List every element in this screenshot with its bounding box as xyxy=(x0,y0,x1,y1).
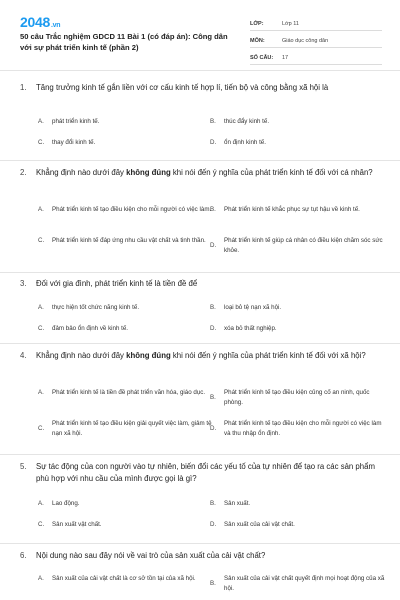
option-d[interactable]: D. Phát triển kinh tế tạo điều kiện cho mỗi người có việc làm và thu nhập ổn định. xyxy=(210,420,382,437)
question-text: Khẳng định nào dưới đây không đúng khi nói đến ý nghĩa của phát triển kinh tế đối với xã hội? xyxy=(36,351,366,360)
divider xyxy=(0,454,400,455)
question-6 xyxy=(20,550,380,562)
meta-value: 17 xyxy=(282,55,289,61)
option-a[interactable]: A. phát triển kinh tế. xyxy=(38,118,100,125)
option-d[interactable]: D. ổn định kinh tế. xyxy=(210,139,266,146)
site-logo[interactable] xyxy=(20,14,60,30)
question-4 xyxy=(20,350,380,362)
question-number: 6. xyxy=(20,551,27,560)
question-text: Đối với gia đình, phát triển kinh tế là tiền đề để xyxy=(36,279,198,288)
question-text: Khẳng định nào dưới đây không đúng khi nói đến ý nghĩa của phát triển kinh tế đối với cá nhân? xyxy=(36,168,373,177)
option-a[interactable]: A. Sản xuất của cải vật chất là cơ sở tồn tại của xã hội. xyxy=(38,575,196,582)
option-b[interactable]: B. Phát triển kinh tế tạo điều kiện củng cố an ninh, quốc phòng. xyxy=(210,389,370,406)
question-3 xyxy=(20,278,380,290)
meta-table xyxy=(250,14,382,65)
meta-value: Giáo dục công dân xyxy=(282,38,329,44)
option-a[interactable]: A. Phát triển kinh tế là tiền đề phát triển văn hóa, giáo dục. xyxy=(38,389,206,396)
question-text: Tăng trưởng kinh tế gắn liền với cơ cấu kinh tế hợp lí, tiến bộ và công bằng xã hội là xyxy=(36,83,329,92)
meta-row-subject xyxy=(250,31,382,48)
option-d[interactable]: D. Sản xuất của cải vật chất. xyxy=(210,521,295,528)
meta-label: SỐ CÂU: xyxy=(250,55,274,61)
question-5 xyxy=(20,461,380,485)
divider xyxy=(0,160,400,161)
divider xyxy=(0,272,400,273)
option-b[interactable]: B. Sản xuất. xyxy=(210,500,251,507)
option-b[interactable]: B. Phát triển kinh tế khắc phục sự tụt hậu về kinh tế. xyxy=(210,206,360,213)
meta-value: Lớp 11 xyxy=(282,21,299,27)
logo-text: 2048 xyxy=(20,14,50,30)
option-d[interactable]: D. xóa bỏ thất nghiệp. xyxy=(210,325,277,332)
document-title: 50 câu Trắc nghiệm GDCD 11 Bài 1 (có đáp án): Công dân với sự phát triển kinh tế (phần 2) xyxy=(20,32,228,52)
option-c[interactable]: C. thay đổi kinh tế. xyxy=(38,139,96,146)
logo-suffix: .vn xyxy=(50,22,61,29)
question-number: 5. xyxy=(20,462,27,471)
question-1 xyxy=(20,82,380,94)
meta-label: MÔN: xyxy=(250,38,265,44)
option-b[interactable]: B. Sản xuất của cải vật chất quyết định mọi hoạt động của xã hội. xyxy=(210,575,385,592)
option-a[interactable]: A. thực hiện tốt chức năng kinh tế. xyxy=(38,304,140,311)
option-c[interactable]: C. Phát triển kinh tế đáp ứng nhu cầu vật chất và tinh thần. xyxy=(38,237,206,244)
question-number: 4. xyxy=(20,351,27,360)
option-d[interactable]: D. Phát triển kinh tế giúp cá nhân có điều kiện chăm sóc sức khỏe. xyxy=(210,237,383,254)
meta-row-count xyxy=(250,48,382,65)
option-c[interactable]: C. đảm bảo ổn định về kinh tế. xyxy=(38,325,129,332)
meta-label: LỚP: xyxy=(250,21,264,27)
question-number: 1. xyxy=(20,83,27,92)
meta-row-class xyxy=(250,14,382,31)
document-header xyxy=(0,0,400,66)
option-b[interactable]: B. thúc đẩy kinh tế. xyxy=(210,118,270,125)
divider xyxy=(0,70,400,71)
divider xyxy=(0,343,400,344)
question-text: Sự tác động của con người vào tự nhiên, biến đổi các yếu tố của tự nhiên để tạo ra các sản phẩm phù hợp với nhu cầu của mình được gọi là gì? xyxy=(36,462,375,483)
question-number: 3. xyxy=(20,279,27,288)
option-a[interactable]: A. Lao động. xyxy=(38,500,80,507)
question-text: Nội dung nào sau đây nói về vai trò của sản xuất của cải vật chất? xyxy=(36,551,266,560)
option-c[interactable]: C. Phát triển kinh tế tạo điều kiện giải quyết việc làm, giảm tệ nạn xã hội. xyxy=(38,420,212,437)
option-a[interactable]: A. Phát triển kinh tế tạo điều kiện cho mỗi người có việc làm. xyxy=(38,206,212,213)
question-number: 2. xyxy=(20,168,27,177)
option-b[interactable]: B. loại bỏ tệ nạn xã hội. xyxy=(210,304,282,311)
divider xyxy=(0,543,400,544)
question-2 xyxy=(20,167,380,179)
option-c[interactable]: C. Sản xuất vật chất. xyxy=(38,521,102,528)
